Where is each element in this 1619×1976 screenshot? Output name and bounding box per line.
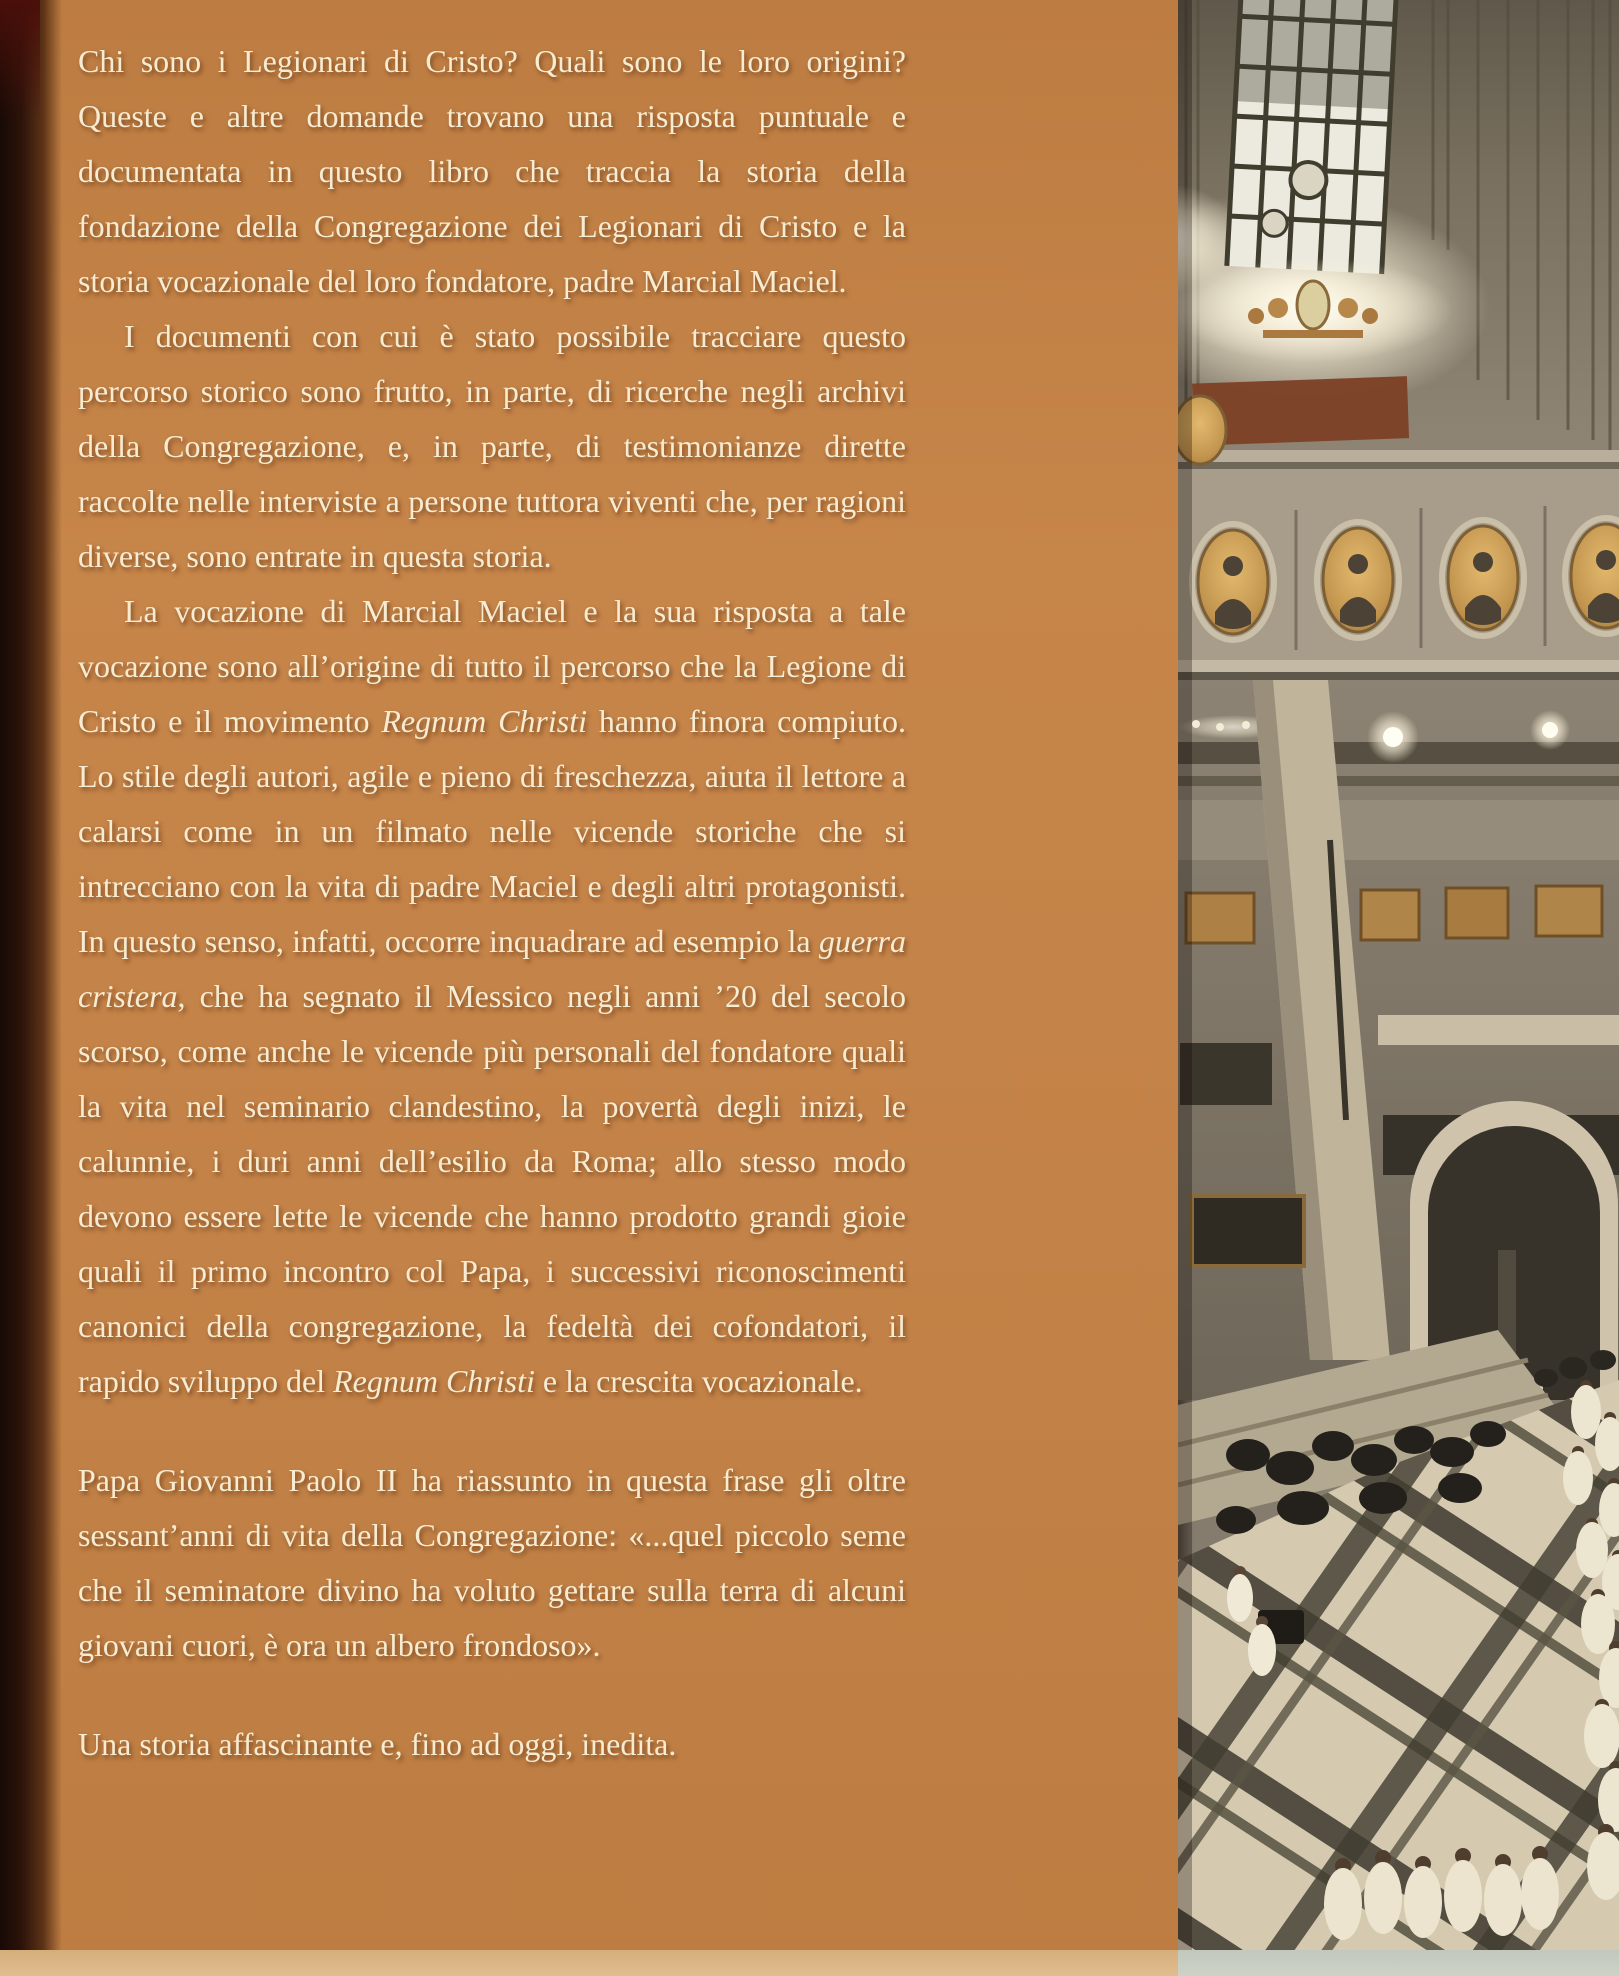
text-run: Papa Giovanni Paolo II ha riassunto in questa frase gli oltre sessant’anni di vita della Congregazione: «...quel piccolo seme che il seminatore divino ha voluto gettare sulla terra di alcuni giovani cuori, è ora un albero frondoso». bbox=[78, 1462, 906, 1663]
paragraph bbox=[78, 584, 906, 1409]
medallion bbox=[1192, 524, 1274, 640]
scan-left-edge bbox=[0, 0, 62, 1976]
basilica-photo bbox=[1178, 0, 1619, 1950]
page-bottom-edge-right bbox=[1178, 1950, 1619, 1976]
medallion bbox=[1442, 520, 1524, 636]
paragraph bbox=[78, 1453, 906, 1673]
italic-run: Regnum Christi bbox=[333, 1363, 535, 1399]
paragraph bbox=[78, 309, 906, 584]
text-run: , che ha segnato il Messico negli anni ’20 del secolo scorso, come anche le vicende più personali del fondatore quali la vita nel seminario clandestino, la povertà degli inizi, le calunnie, i duri anni dell’esilio da Roma; allo stesso modo devono essere lette le vicende che hanno prodotto grandi gioie quali il primo incontro col Papa, i successivi riconoscimenti canonici della congregazione, la fedeltà dei cofondatori, il rapido sviluppo del bbox=[78, 978, 906, 1399]
upper-cornice bbox=[1178, 450, 1619, 469]
italic-run: Regnum Christi bbox=[381, 703, 587, 739]
coat-of-arms bbox=[1178, 258, 1453, 362]
paragraph bbox=[78, 34, 906, 309]
back-cover-text bbox=[78, 34, 906, 1772]
text-run: La vocazione di Marcial Maciel e la sua risposta a tale vocazione sono all’origine di tutto il percorso che la Legione di Cristo e il movimento bbox=[78, 593, 906, 739]
medallion bbox=[1317, 522, 1399, 638]
text-run: Chi sono i Legionari di Cristo? Quali sono le loro origini? Queste e altre domande trovano una risposta puntuale e documentata in questo libro che traccia la storia della fondazione della Congregazione dei Legionari di Cristo e la storia vocazionale del loro fondatore, padre Marcial Maciel. bbox=[78, 43, 906, 299]
text-run: e la crescita vocazionale. bbox=[534, 1363, 863, 1399]
gold-mosaic-panels bbox=[1186, 886, 1602, 943]
basilica-photo-graphic bbox=[1178, 0, 1619, 1950]
photo-left-shadow bbox=[1178, 0, 1192, 1950]
page-bottom-edge-left bbox=[0, 1950, 1178, 1976]
italic-run: guerra cristera bbox=[78, 923, 906, 1014]
paragraph bbox=[78, 1717, 906, 1772]
scan-left-edge-top bbox=[0, 0, 40, 120]
text-run: Una storia affascinante e, fino ad oggi, inedita. bbox=[78, 1726, 677, 1762]
text-run: hanno finora compiuto. Lo stile degli autori, agile e pieno di freschezza, aiuta il lettore a calarsi come in un filmato nelle vicende storiche che si intrecciano con la vita di padre Maciel e degli altri protagonisti. In questo senso, infatti, occorre inquadrare ad esempio la bbox=[78, 703, 906, 959]
text-run: I documenti con cui è stato possibile tracciare questo percorso storico sono frutto, in parte, di ricerche negli archivi della Congregazione, e, in parte, di testimonianze dirette raccolte nelle interviste a persone tuttora viventi che, per ragioni diverse, sono entrate in questa storia. bbox=[78, 318, 906, 574]
